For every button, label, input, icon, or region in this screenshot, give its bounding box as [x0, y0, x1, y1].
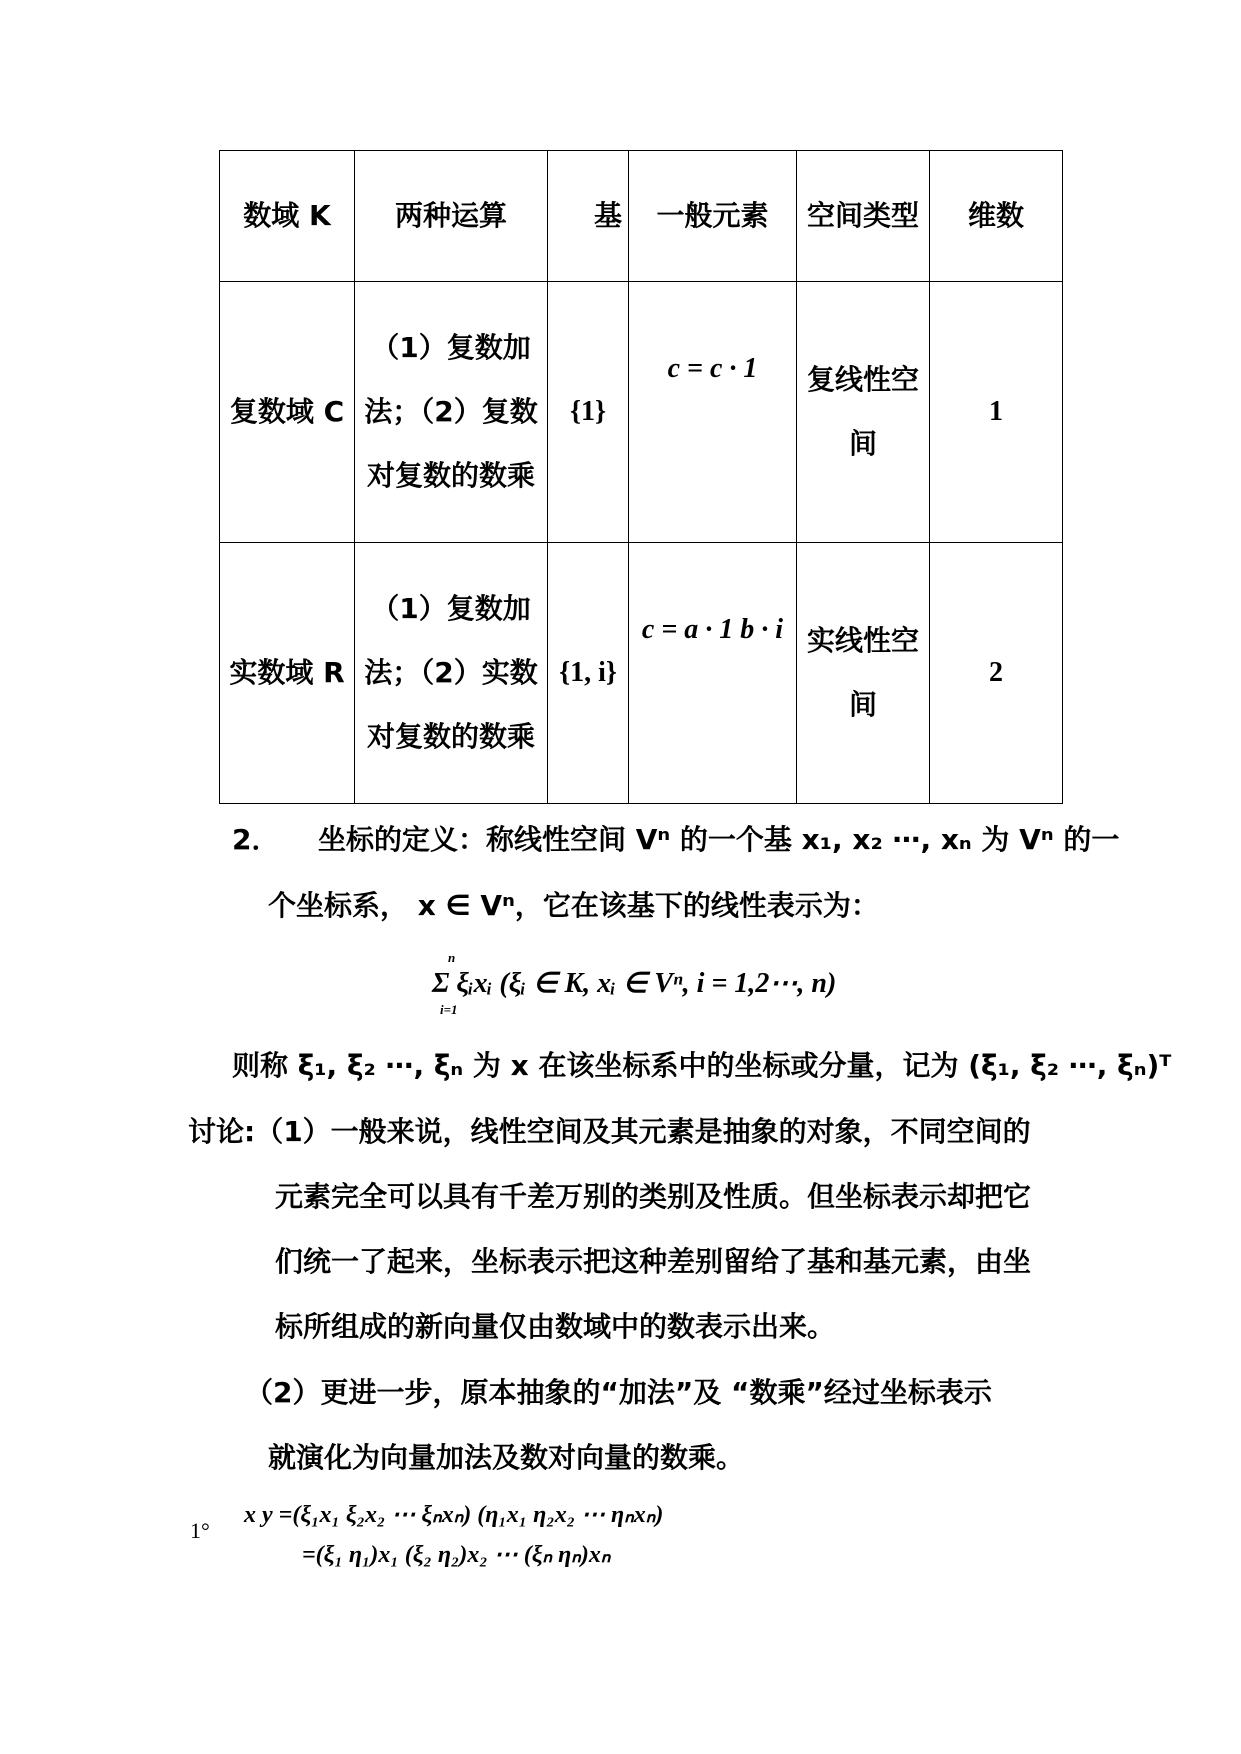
definition-line-1: 坐标的定义：称线性空间 Vⁿ 的一个基 x₁, x₂ ⋯, xₙ 为 Vⁿ 的一	[318, 823, 1120, 856]
header-basis: 基	[548, 151, 629, 282]
vector-space-table	[219, 150, 1063, 804]
cell-field: 实数域 R	[220, 543, 355, 804]
table-row	[220, 543, 1063, 804]
discussion-line-1: 讨论:（1）一般来说，线性空间及其元素是抽象的对象，不同空间的	[188, 1115, 1031, 1148]
table-row	[220, 282, 1063, 543]
header-element: 一般元素	[629, 151, 797, 282]
cell-basis: {1, i}	[548, 543, 629, 804]
cell-type: 实线性空间	[797, 543, 930, 804]
header-field: 数域 K	[220, 151, 355, 282]
sum-upper-limit: n	[448, 950, 456, 965]
discussion-line-4: 标所组成的新向量仅由数域中的数表示出来。	[275, 1310, 836, 1343]
discussion-line-3: 们统一了起来，坐标表示把这种差别留给了基和基元素，由坐	[275, 1245, 1032, 1278]
item-number: 2．	[232, 823, 280, 856]
cell-ops: （1）复数加法；（2）复数对复数的数乘	[355, 282, 548, 543]
cell-dim: 1	[930, 282, 1063, 543]
cell-basis: {1}	[548, 282, 629, 543]
header-type: 空间类型	[797, 151, 930, 282]
coordinate-line: 则称 ξ₁, ξ₂ ⋯, ξₙ 为 x 在该坐标系中的坐标或分量，记为 (ξ₁, ξ₂ ⋯, ξₙ)ᵀ	[232, 1049, 1172, 1082]
discussion-line-5: （2）更进一步，原本抽象的“加法”及 “数乘”经过坐标表示	[245, 1376, 992, 1409]
header-ops: 两种运算	[355, 151, 548, 282]
discussion-line-6: 就演化为向量加法及数对向量的数乘。	[268, 1441, 745, 1474]
cell-element: c = c · 1	[629, 282, 797, 543]
cell-dim: 2	[930, 543, 1063, 804]
formula-line-2: =(ξ₁ η₁)x₁ (ξ₂ η₂)x₂ ⋯ (ξₙ ηₙ)xₙ	[302, 1542, 611, 1568]
discussion-line-2: 元素完全可以具有千差万别的类别及性质。但坐标表示却把它	[275, 1180, 1032, 1213]
sum-lower-limit: i=1	[440, 1002, 458, 1017]
cell-ops: （1）复数加法；（2）实数对复数的数乘	[355, 543, 548, 804]
cell-type: 复线性空间	[797, 282, 930, 543]
formula-label: 1°	[190, 1518, 210, 1543]
cell-element: c = a · 1 b · i	[629, 543, 797, 804]
sum-formula: Σ ξᵢxᵢ (ξᵢ ∈ K, xᵢ ∈ Vⁿ, i = 1,2⋯, n)	[432, 968, 837, 999]
cell-field: 复数域 C	[220, 282, 355, 543]
definition-line-2: 个坐标系， x ∈ Vⁿ，它在该基下的线性表示为：	[268, 889, 879, 922]
formula-line-1: x y =(ξ₁x₁ ξ₂x₂ ⋯ ξₙxₙ) (η₁x₁ η₂x₂ ⋯ ηₙxₙ)	[244, 1502, 664, 1528]
header-dim: 维数	[930, 151, 1063, 282]
